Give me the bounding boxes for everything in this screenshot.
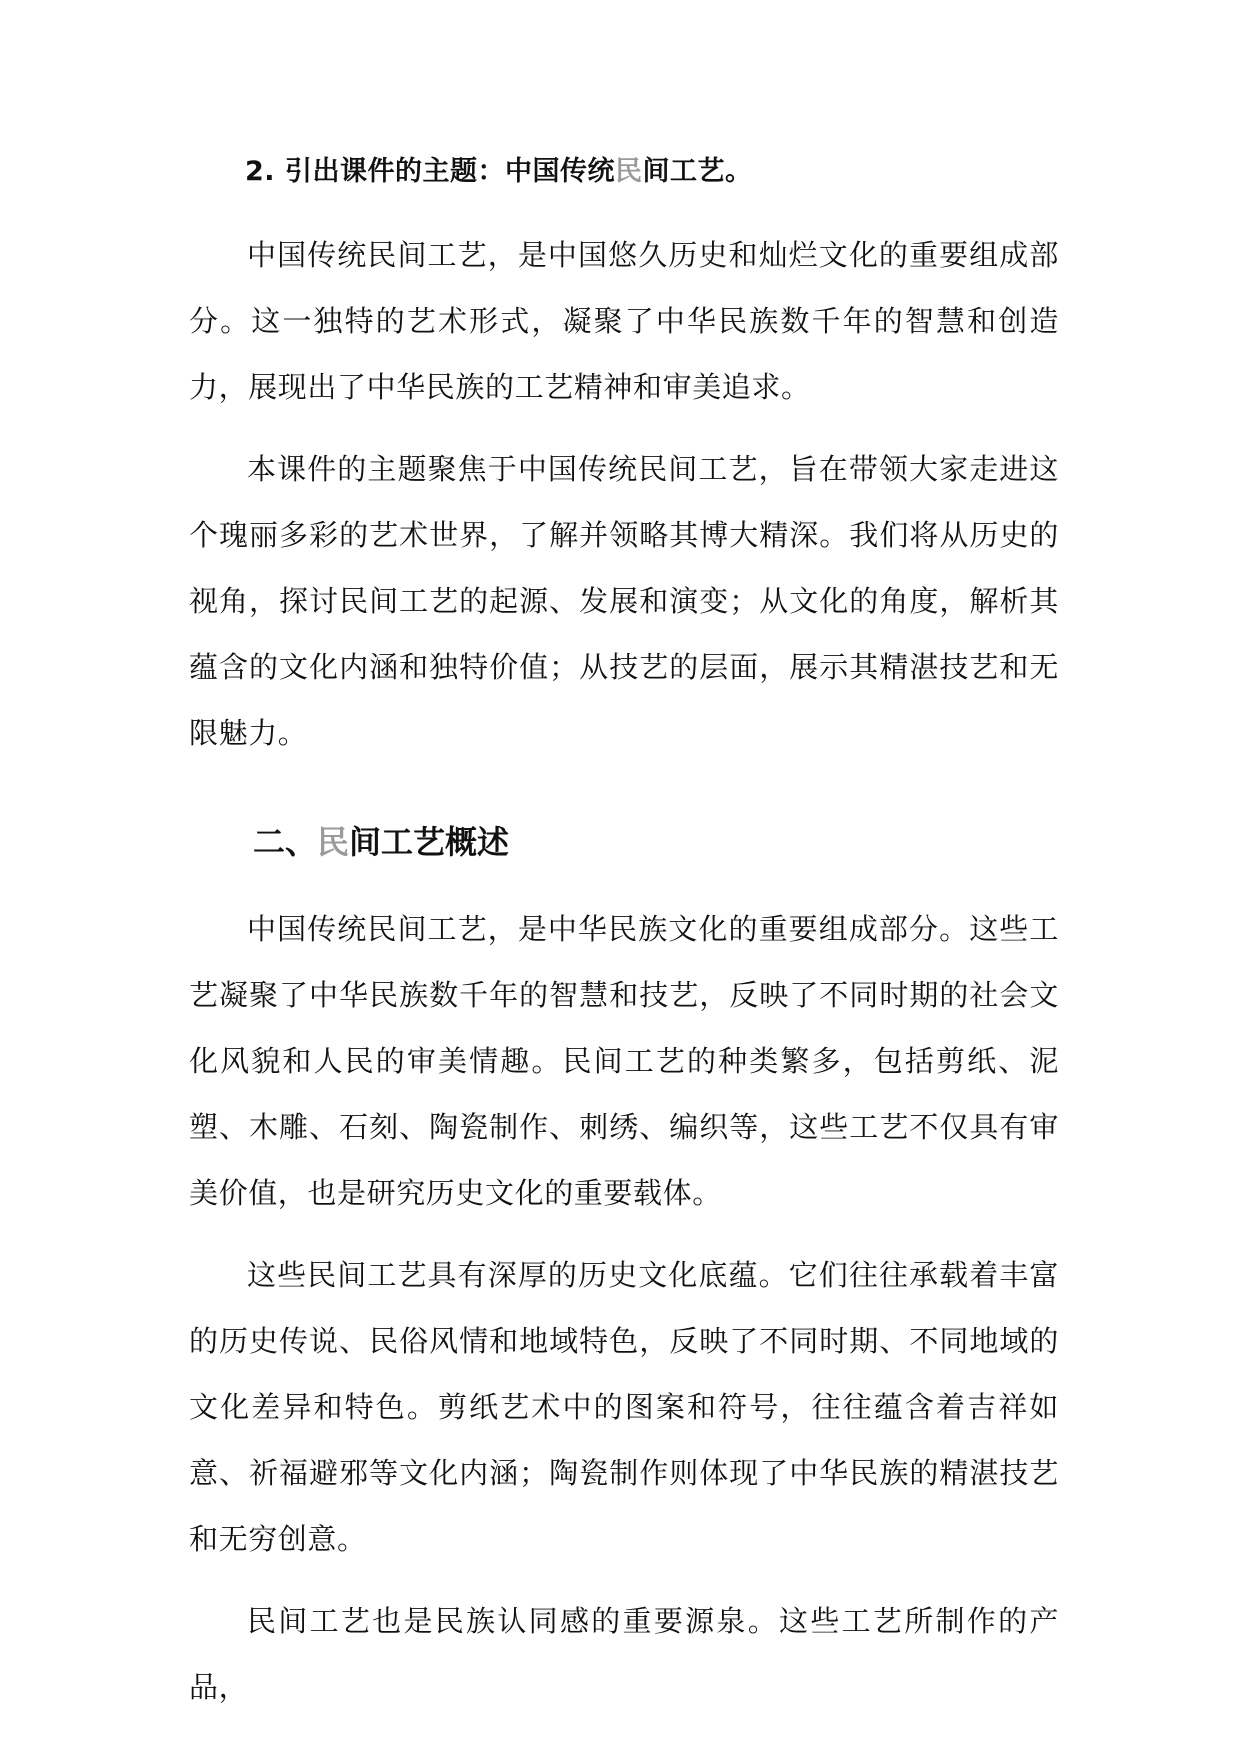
paragraph-overview-3: 民间工艺也是民族认同感的重要源泉。这些工艺所制作的产品， [189,1604,1059,1704]
subheading-prefix: 2. 引出课件的主题：中国传统 [245,156,615,187]
subheading-topic [245,150,1059,194]
subheading-suffix: 间工艺。 [642,156,753,187]
section-heading-suffix: 间工艺概述 [349,823,510,861]
paragraph-intro-2: 本课件的主题聚焦于中国传统民间工艺，旨在带领大家走进这个瑰丽多彩的艺术世界，了解并领略其博大精深。我们将从历史的视角，探讨民间工艺的起源、发展和演变；从文化的角度，解析其蕴含的文化内涵和独特价值；从技艺的层面，展示其精湛技艺和无限魅力。 [189,452,1059,750]
subheading-faint-char: 民 [614,156,643,187]
section-heading-faint-char: 民 [317,823,350,861]
document-body [189,150,1059,1736]
section-heading-prefix: 二、 [253,823,318,861]
paragraph-intro-1: 中国传统民间工艺，是中国悠久历史和灿烂文化的重要组成部分。这一独特的艺术形式，凝聚了中华民族数千年的智慧和创造力，展现出了中华民族的工艺精神和审美追求。 [189,238,1059,404]
paragraph-overview-2: 这些民间工艺具有深厚的历史文化底蕴。它们往往承载着丰富的历史传说、民俗风情和地域特色，反映了不同时期、不同地域的文化差异和特色。剪纸艺术中的图案和符号，往往蕴含着吉祥如意、祈福避邪等文化内涵；陶瓷制作则体现了中华民族的精湛技艺和无穷创意。 [189,1258,1059,1556]
paragraph-overview-1: 中国传统民间工艺，是中华民族文化的重要组成部分。这些工艺凝聚了中华民族数千年的智慧和技艺，反映了不同时期的社会文化风貌和人民的审美情趣。民间工艺的种类繁多，包括剪纸、泥塑、木雕、石刻、陶瓷制作、刺绣、编织等，这些工艺不仅具有审美价值，也是研究历史文化的重要载体。 [189,912,1059,1210]
section-heading-overview [253,810,1059,874]
